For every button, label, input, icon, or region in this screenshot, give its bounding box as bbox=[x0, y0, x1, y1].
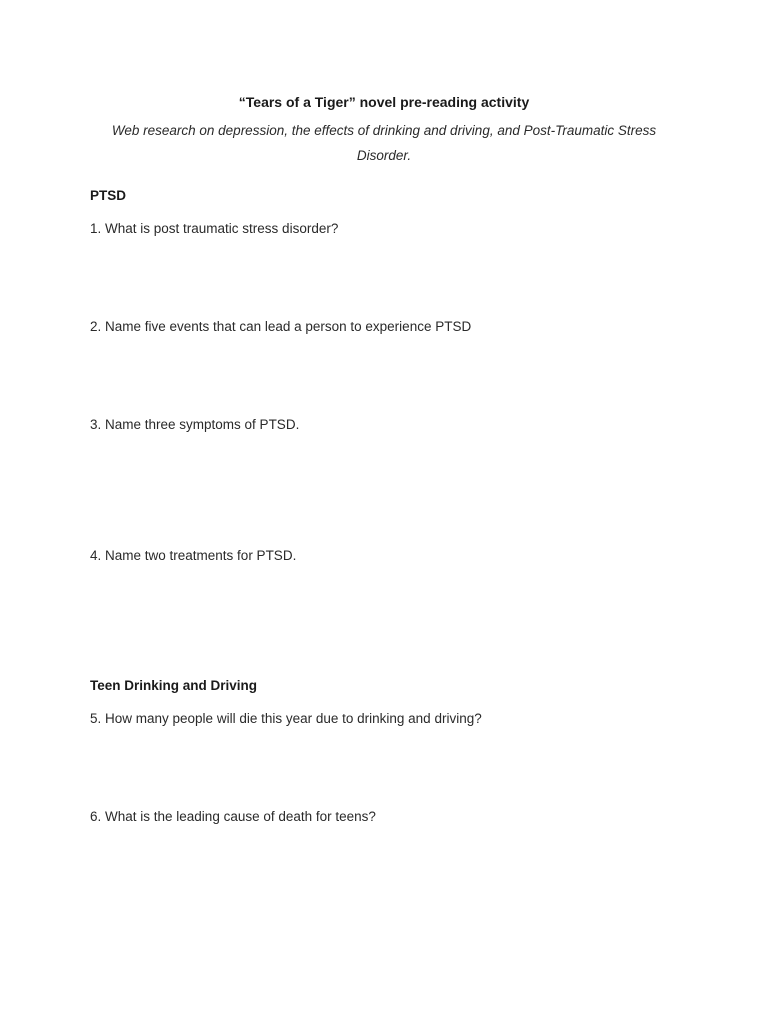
section-heading-ptsd: PTSD bbox=[90, 188, 127, 203]
question-5: 5. How many people will die this year due to drinking and driving? bbox=[90, 711, 482, 726]
document-subtitle: Web research on depression, the effects of drinking and driving, and Post-Traumatic Stress Disorder. bbox=[111, 123, 657, 163]
document-title: “Tears of a Tiger” novel pre-reading activity bbox=[238, 94, 530, 110]
question-6: 6. What is the leading cause of death for teens? bbox=[90, 809, 376, 824]
section-heading-teen-drinking-driving: Teen Drinking and Driving bbox=[90, 678, 258, 693]
question-2: 2. Name five events that can lead a person to experience PTSD bbox=[90, 319, 472, 334]
question-3: 3. Name three symptoms of PTSD. bbox=[90, 417, 300, 432]
question-1: 1. What is post traumatic stress disorder? bbox=[90, 221, 339, 236]
question-4: 4. Name two treatments for PTSD. bbox=[90, 548, 297, 563]
